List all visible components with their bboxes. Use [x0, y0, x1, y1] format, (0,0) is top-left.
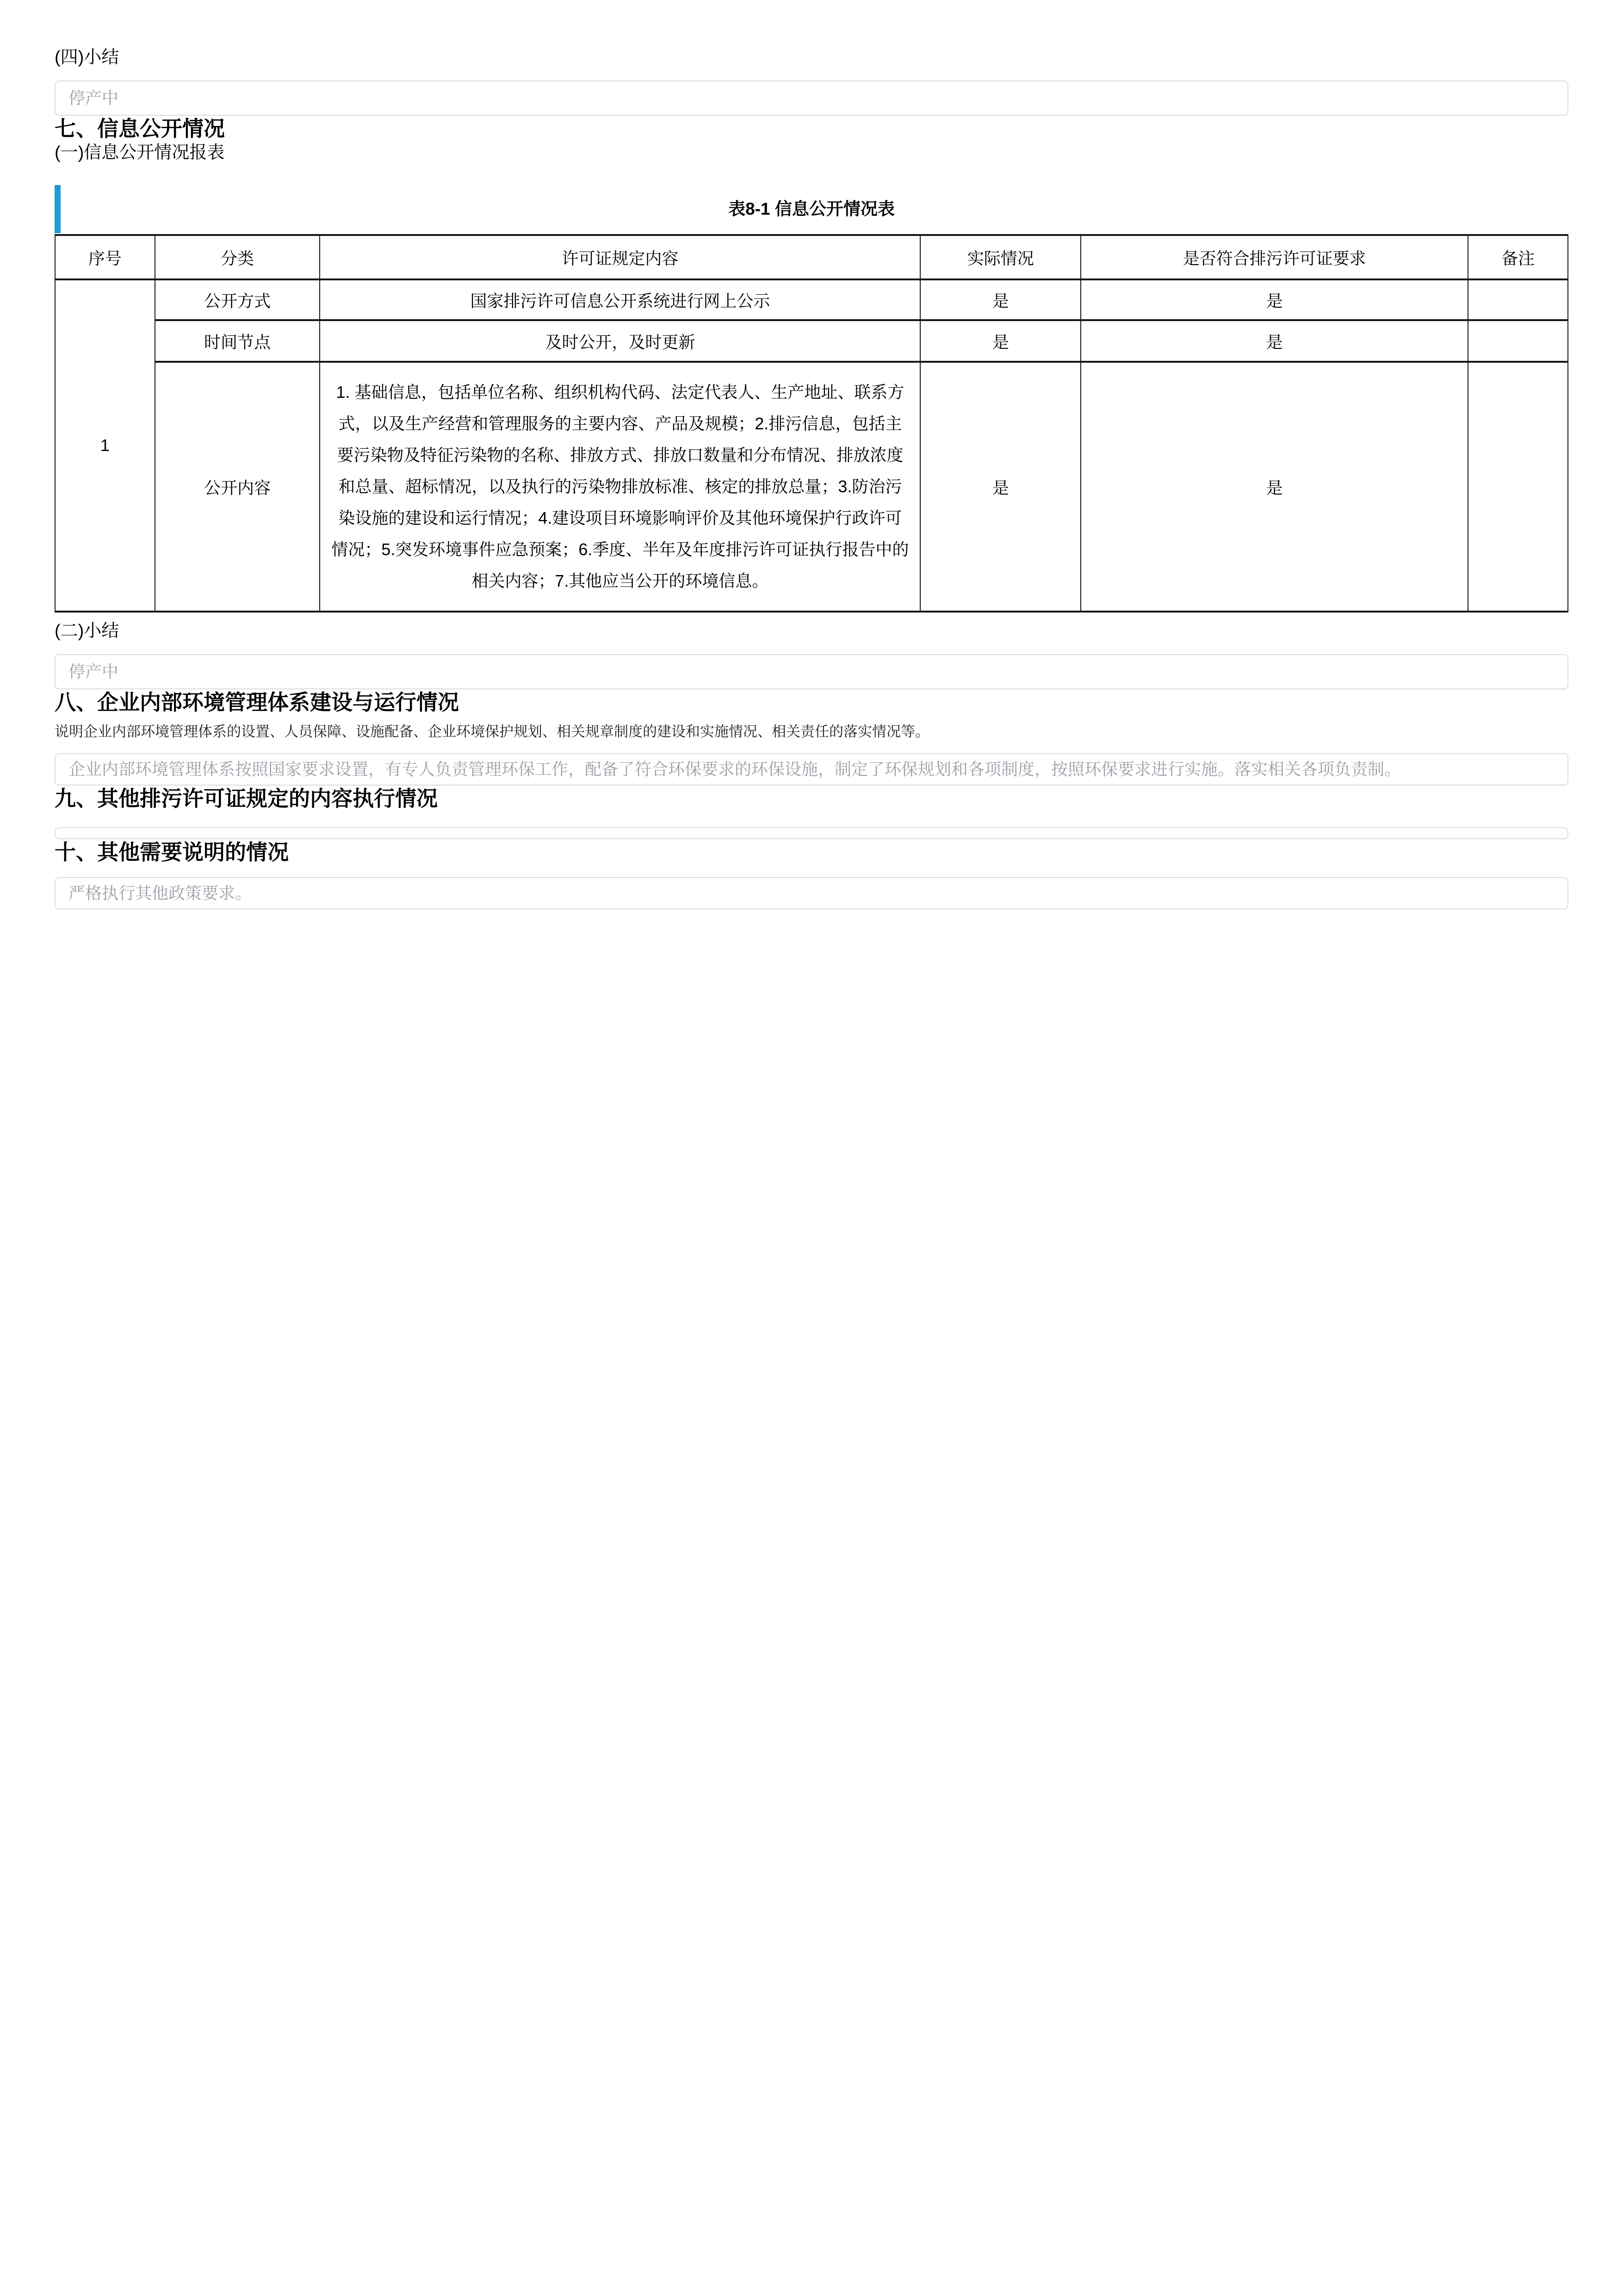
section4-summary-label: (四)小结	[55, 48, 119, 67]
cell-content: 国家排污许可信息公开系统进行网上公示	[320, 279, 920, 320]
cell-actual: 是	[920, 320, 1081, 362]
section7-summary-label: (二)小结	[55, 621, 119, 641]
cell-compliant: 是	[1081, 362, 1468, 612]
header-compliant: 是否符合排污许可证要求	[1081, 235, 1468, 279]
cell-category: 时间节点	[155, 320, 320, 362]
section10-input[interactable]	[55, 877, 1568, 910]
section8-title: 八、企业内部环境管理体系建设与运行情况	[55, 690, 459, 714]
cell-actual: 是	[920, 362, 1081, 612]
table-row	[55, 362, 1568, 612]
header-remark: 备注	[1468, 235, 1568, 279]
section4-summary-text: 停产中	[68, 88, 119, 107]
cell-content: 及时公开，及时更新	[320, 320, 920, 362]
section8-description: 说明企业内部环境管理体系的设置、人员保障、设施配备、企业环境保护规划、相关规章制度的建设和实施情况、相关责任的落实情况等。	[55, 724, 929, 740]
section9-title: 九、其他排污许可证规定的内容执行情况	[55, 786, 438, 811]
cell-content: 1. 基础信息，包括单位名称、组织机构代码、法定代表人、生产地址、联系方式，以及生产经营和管理服务的主要内容、产品及规模；2.排污信息，包括主要污染物及特征污染物的名称、排放方式、排放口数量和分布情况、排放浓度和总量、超标情况，以及执行的污染物排放标准、核定的排放总量；3.防治污染设施的建设和运行情况；4.建设项目环境影响评价及其他环境保护行政许可情况；5.突发环境事件应急预案；6.季度、半年及年度排污许可证执行报告中的相关内容；7.其他应当公开的环境信息。	[320, 362, 920, 612]
section7-subtitle: (一)信息公开情况报表	[55, 143, 225, 162]
section8-text: 企业内部环境管理体系按照国家要求设置，有专人负责管理环保工作，配备了符合环保要求的环保设施，制定了环保规划和各项制度，按照环保要求进行实施。落实相关各项负责制。	[68, 760, 1401, 779]
section9-input[interactable]	[55, 827, 1568, 839]
cell-compliant: 是	[1081, 279, 1468, 320]
cell-remark	[1468, 279, 1568, 320]
header-category: 分类	[155, 235, 320, 279]
section7-title: 七、信息公开情况	[55, 117, 225, 141]
table-row	[55, 279, 1568, 320]
cell-category: 公开内容	[155, 362, 320, 612]
header-content: 许可证规定内容	[320, 235, 920, 279]
cell-compliant: 是	[1081, 320, 1468, 362]
cell-remark	[1468, 362, 1568, 612]
disclosure-table	[55, 234, 1568, 613]
section7-summary-input[interactable]	[55, 654, 1568, 689]
table-title: 表8-1 信息公开情况表	[728, 199, 895, 218]
section4-summary-input[interactable]	[55, 80, 1568, 116]
header-actual: 实际情况	[920, 235, 1081, 279]
header-seq: 序号	[55, 235, 155, 279]
cell-category: 公开方式	[155, 279, 320, 320]
section10-text: 严格执行其他政策要求。	[68, 884, 252, 903]
cell-seq: 1	[55, 279, 155, 612]
section10-title: 十、其他需要说明的情况	[55, 840, 289, 864]
section8-input[interactable]	[55, 753, 1568, 786]
section7-summary-text: 停产中	[68, 662, 119, 681]
table-header-row	[55, 235, 1568, 279]
accent-bar	[55, 185, 61, 233]
cell-actual: 是	[920, 279, 1081, 320]
table-title-row	[55, 185, 1568, 233]
cell-remark	[1468, 320, 1568, 362]
table-row	[55, 320, 1568, 362]
report-page	[0, 0, 1623, 910]
